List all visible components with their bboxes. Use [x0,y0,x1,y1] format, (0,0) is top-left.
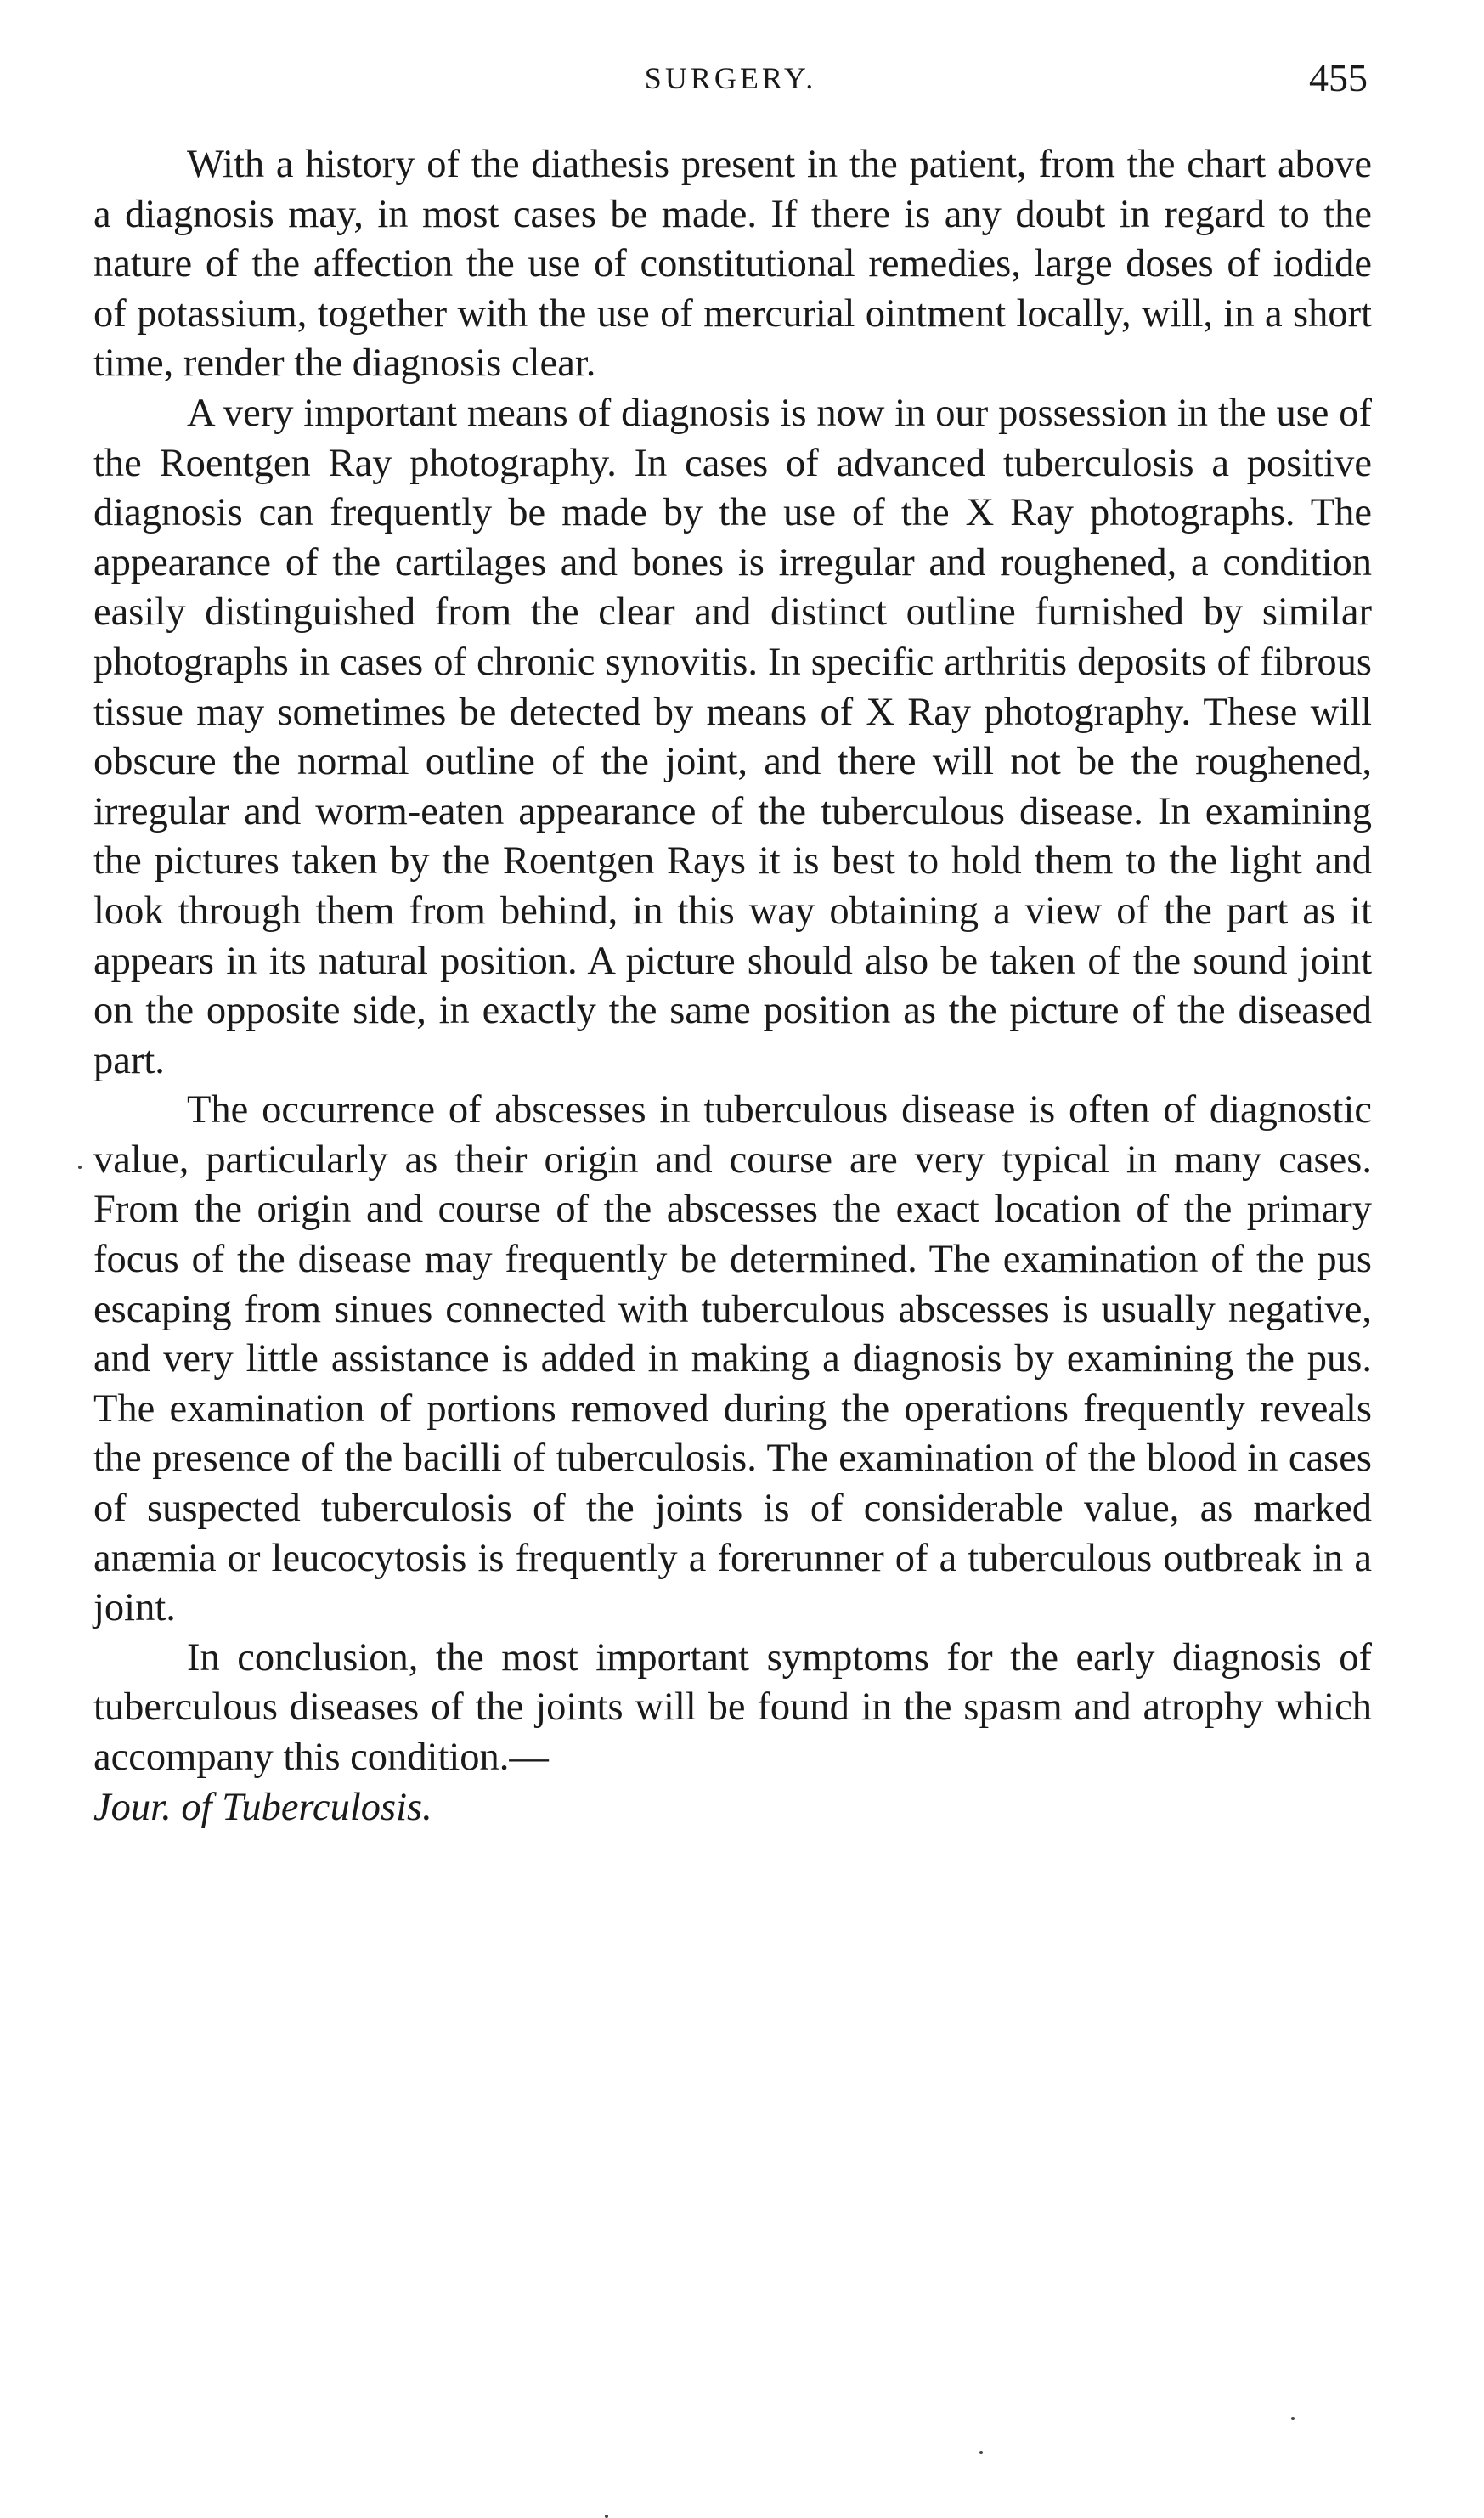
speck [78,1166,82,1169]
speck [605,2515,608,2518]
paragraph-abscesses: The occurrence of abscesses in tuberculous disease is often of diagnostic value, particularly as their origin and course are very typical in many cases. From the origin and course of the abscesses the exact location of the primary focus of the disease may frequently be determined. The examination of the pus escaping from sinues connected with tuberculous abscesses is usually negative, and very little assistance is added in making a diagnosis by examining the pus. The examination of portions removed during the operations frequently reveals the presence of the bacilli of tuberculosis. The examination of the blood in cases of suspected tuberculosis of the joints is of considerable value, as marked anæmia or leucocytosis is frequently a forerunner of a tuberculous outbreak in a joint. [93,1088,1372,1630]
speck [1291,2417,1295,2420]
running-head [93,53,1368,104]
speck [979,2451,983,2454]
body-text [93,140,1372,1832]
citation: Jour. of Tuberculosis. [93,1785,432,1829]
paragraph-conclusion [93,1634,1372,1832]
page-number: 455 [1309,56,1368,99]
running-title: SURGERY. [644,61,817,95]
paragraph-roentgen-ray: A very important means of diagnosis is now in our possession in the use of the Roentgen Ray photography. In cases of advanced tuberculosis a positive diagnosis can frequently be made by the use of the X Ray photographs. The appearance of the cartilages and bones is irregular and roughened, a condition easily distinguished from the clear and distinct outline furnished by similar photographs in cases of chronic synovitis. In specific arthritis deposits of fibrous tissue may sometimes be detected by means of X Ray photography. These will obscure the normal outline of the joint, and there will not be the roughened, irregular and worm-eaten appearance of the tuberculous disease. In examining the pictures taken by the Roentgen Rays it is best to hold them to the light and look through them from behind, in this way obtaining a view of the part as it appears in its natural position. A picture should also be taken of the sound joint on the opposite side, in exactly the same position as the picture of the diseased part. [93,391,1372,1082]
paragraph-diagnosis-history: With a history of the diathesis present in the patient, from the chart above a diagnosis may, in most cases be made. If there is any doubt in regard to the nature of the affection the use of constitutional remedies, large doses of iodide of potassium, together with the use of mercurial ointment locally, will, in a short time, render the diagnosis clear. [93,143,1372,386]
conclusion-text: In conclusion, the most important symptoms for the early diagnosis of tuberculous diseases of the joints will be found in the spasm and atrophy which accompany this condition.— [93,1635,1372,1779]
